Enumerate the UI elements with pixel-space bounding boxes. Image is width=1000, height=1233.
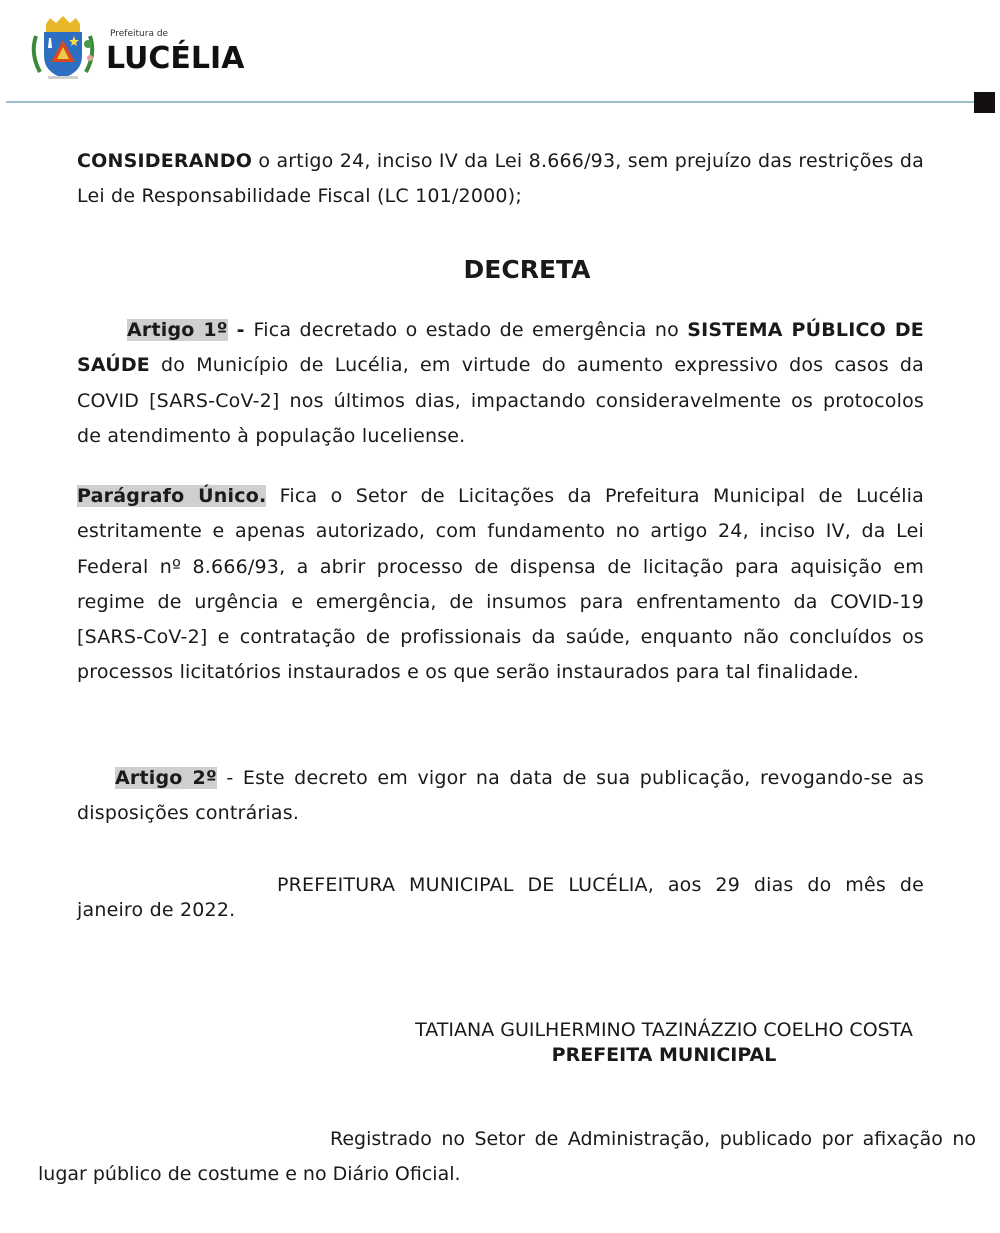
signatory-name: TATIANA GUILHERMINO TAZINÁZZIO COELHO COSTA bbox=[415, 1019, 913, 1041]
signatory-role: PREFEITA MUNICIPAL bbox=[551, 1044, 777, 1066]
considerando-text: o artigo 24, inciso IV da Lei 8.666/93, sem prejuízo das restrições da Lei de Responsabilidade Fiscal (LC 101/2000); bbox=[77, 150, 924, 208]
artigo-2-text: - Este decreto em vigor na data de sua publicação, revogando-se as disposições contrárias. bbox=[77, 767, 924, 825]
registro-text: Registrado no Setor de Administração, publicado por afixação no lugar público de costume e no Diário Oficial. bbox=[38, 1128, 976, 1185]
paragrafo-text: Fica o Setor de Licitações da Prefeitura Municipal de Lucélia estritamente e apenas autorizado, com fundamento no artigo 24, inciso IV, da Lei Federal nº 8.666/93, a abrir processo de dispensa de licitação para aquisição em regime de urgência e emergência, de insumos para enfrentamento da COVID-19 [SARS-CoV-2] e contratação de profissionais da saúde, enquanto não concluídos os processos licitatórios instaurados e os que serão instaurados para tal finalidade. bbox=[77, 485, 924, 684]
artigo-1-paragraph bbox=[77, 313, 924, 454]
paragrafo-label: Parágrafo Único. bbox=[77, 485, 267, 507]
considerando-lead: CONSIDERANDO bbox=[77, 150, 253, 172]
artigo-1-dash: - bbox=[227, 319, 254, 341]
header-divider bbox=[6, 101, 974, 103]
artigo-1-text-b: do Município de Lucélia, em virtude do aumento expressivo dos casos da COVID [SARS-CoV-2] nos últimos dias, impactando consideravelmente os protocolos de atendimento à população luceliense. bbox=[77, 354, 924, 447]
closing-text: PREFEITURA MUNICIPAL DE LUCÉLIA, aos 29 dias do mês de janeiro de 2022. bbox=[77, 874, 924, 921]
coat-of-arms-icon bbox=[28, 14, 98, 84]
decree-title: DECRETA bbox=[463, 255, 591, 284]
artigo-2-paragraph bbox=[77, 761, 924, 832]
logo-title: LUCÉLIA bbox=[106, 41, 245, 76]
document-header bbox=[0, 0, 1000, 115]
artigo-1-text-a: Fica decretado o estado de emergência no bbox=[253, 319, 688, 341]
considerando-paragraph bbox=[77, 144, 924, 215]
artigo-1-label: Artigo 1º bbox=[127, 319, 228, 341]
divider-end-square bbox=[974, 92, 995, 113]
logo-subtitle: Prefeitura de bbox=[110, 29, 169, 39]
artigo-1-bold: SISTEMA PÚBLICO DE SAÚDE bbox=[77, 319, 924, 377]
closing-paragraph bbox=[77, 873, 924, 923]
signature-block bbox=[383, 1018, 945, 1068]
paragrafo-unico bbox=[77, 479, 924, 691]
registro-paragraph bbox=[38, 1122, 976, 1192]
artigo-2-label: Artigo 2º bbox=[115, 767, 217, 789]
